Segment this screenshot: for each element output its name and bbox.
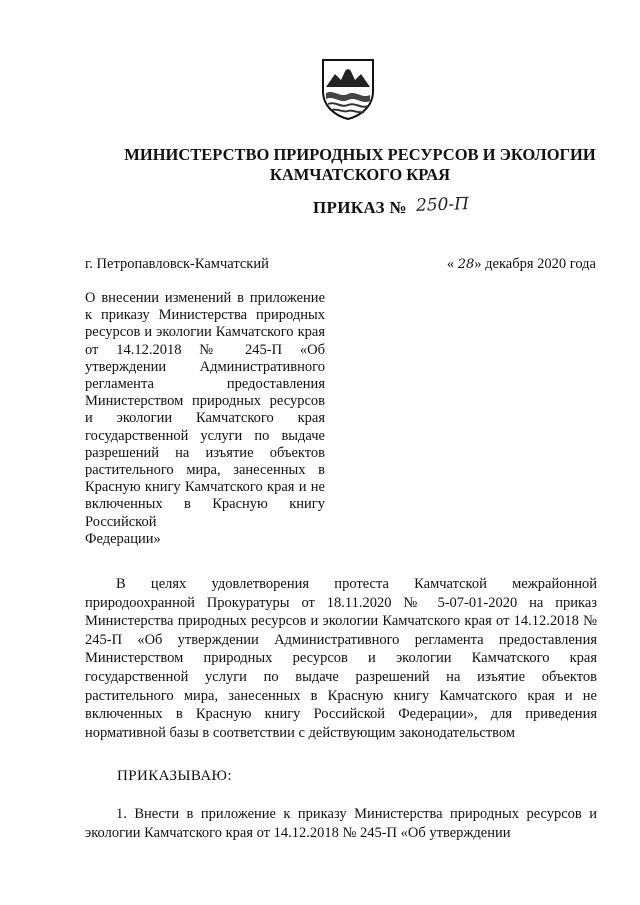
subject-text: О внесении изменений в приложение к приказу Министерства природных ресурсов и экологии Камчатского края от 14.12.2018 № 245-П «Об утверждении Административного регламента предоставления Министерством природных ресурсов и экологии Камчатского края государственной услуги по выдаче разрешений на изъятие объектов растительного мира, занесенных в Красную книгу Камчатского края и не включенных в Красную книгу Российской bbox=[85, 290, 325, 530]
order-date bbox=[447, 256, 596, 273]
date-month-year: декабря 2020 года bbox=[485, 256, 596, 272]
order-directive-word: ПРИКАЗЫВАЮ: bbox=[117, 768, 232, 784]
date-open-quote: « bbox=[446, 256, 455, 272]
city-line: г. Петропавловск-Камчатский bbox=[85, 256, 269, 272]
subject-last-line: Федерации» bbox=[85, 530, 161, 547]
kamchatka-coat-of-arms-icon bbox=[320, 57, 376, 121]
order-number-handwritten: 250-П bbox=[415, 194, 470, 216]
ministry-name-line2: КАМЧАТСКОГО КРАЯ bbox=[269, 165, 451, 184]
order-title: ПРИКАЗ № bbox=[313, 198, 407, 217]
item-1-paragraph: 1. Внести в приложение к приказу Министерства природных ресурсов и экологии Камчатского края от 14.12.2018 № 245-П «Об утверждении bbox=[85, 806, 597, 841]
order-subject bbox=[85, 290, 325, 548]
ministry-header bbox=[100, 145, 620, 185]
preamble-paragraph: В целях удовлетворения протеста Камчатской межрайонной природоохранной Прокуратуры от 18.11.2020 № 5-07-01-2020 на приказ Министерства природных ресурсов и экологии Камчатского края от 14.12.2018 № 245-П «Об утверждении Административного регламента предоставления Министерством природных ресурсов и экологии Камчатского края государственной услуги по выдаче разрешений на изъятие объектов растительного мира, занесенных в Красную книгу Камчатского края и не включенных в Красную книгу Российской Федерации», для приведения нормативной базы в соответствии с действующим законодательством bbox=[85, 576, 597, 741]
ministry-name-line1: МИНИСТЕРСТВО ПРИРОДНЫХ РЕСУРСОВ И ЭКОЛОГИИ bbox=[124, 145, 596, 164]
date-day-handwritten: 28 bbox=[457, 257, 475, 272]
date-close-quote: » bbox=[474, 256, 482, 272]
